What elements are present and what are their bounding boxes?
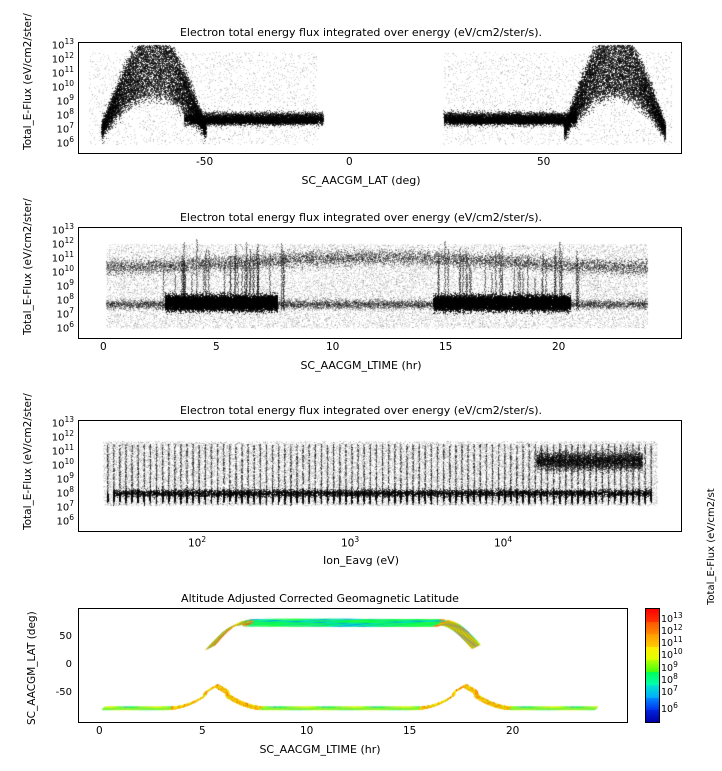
panel-title: Electron total energy flux integrated over energy (eV/cm2/ster/s). [179, 404, 543, 417]
panel-aacgm-latitude-orbit: Altitude Adjusted Corrected Geomagnetic Latitude SC_AACGM_LAT (deg) 50 0 -50 0 5 10 15 20 SC_AACGM_LTIME (hr) $10^{13}$ $10^{12}$ $10^{11}$ $10^{10}$ $10^9$ $10^8$ $10^7$ $10^6$ Total_E-Flux (eV/cm2/st [0, 575, 722, 771]
x-axis-label: SC_AACGM_LAT (deg) [301, 174, 421, 187]
x-axis-label: SC_AACGM_LTIME (hr) [300, 359, 422, 372]
panel-electron-flux-vs-lat: Electron total energy flux integrated over energy (eV/cm2/ster/s). Total_E-Flux (eV/cm2/ster/ $10^{13}$ $10^{12}$ $10^{11}$ $10^{10}$ $10^9$ $10^8$ $10^7$ $10^6$ -50 0 50 SC_AACGM_LAT (deg) [0, 0, 722, 195]
panel-title: Electron total energy flux integrated over energy (eV/cm2/ster/s). [179, 26, 543, 39]
plot-area-eavg [78, 420, 682, 532]
plot-area-ltime [78, 227, 682, 339]
colorbar [645, 608, 660, 723]
x-axis-label: SC_AACGM_LTIME (hr) [259, 743, 381, 756]
panel-title: Electron total energy flux integrated over energy (eV/cm2/ster/s). [179, 211, 543, 224]
y-axis-label: Total_E-Flux (eV/cm2/ster/ [22, 198, 34, 335]
x-axis-label: Ion_Eavg (eV) [322, 554, 399, 567]
plot-area-orbit [78, 608, 628, 723]
y-axis-label: Total_E-Flux (eV/cm2/ster/ [22, 393, 34, 530]
panel-electron-flux-vs-ltime: Electron total energy flux integrated over energy (eV/cm2/ster/s). Total_E-Flux (eV/cm2/ster/ $10^{13}$ $10^{12}$ $10^{11}$ $10^{10}$ $10^9$ $10^8$ $10^7$ $10^6$ 0 5 10 15 20 SC_AACGM_LTIME (hr) [0, 195, 722, 390]
y-axis-label: SC_AACGM_LAT (deg) [26, 611, 38, 725]
y-axis-label: Total_E-Flux (eV/cm2/ster/ [22, 13, 34, 150]
plot-area-lat [78, 42, 682, 154]
panel-title: Altitude Adjusted Corrected Geomagnetic Latitude [181, 592, 459, 605]
colorbar-label: Total_E-Flux (eV/cm2/st [706, 488, 717, 605]
panel-electron-flux-vs-ion-eavg: Electron total energy flux integrated over energy (eV/cm2/ster/s). Total_E-Flux (eV/cm2/ster/ $10^{13}$ $10^{12}$ $10^{11}$ $10^{10}$ $10^9$ $10^8$ $10^7$ $10^6$ $10^2$ $10^3$ $10^4$ Ion_Eavg (eV) [0, 390, 722, 575]
